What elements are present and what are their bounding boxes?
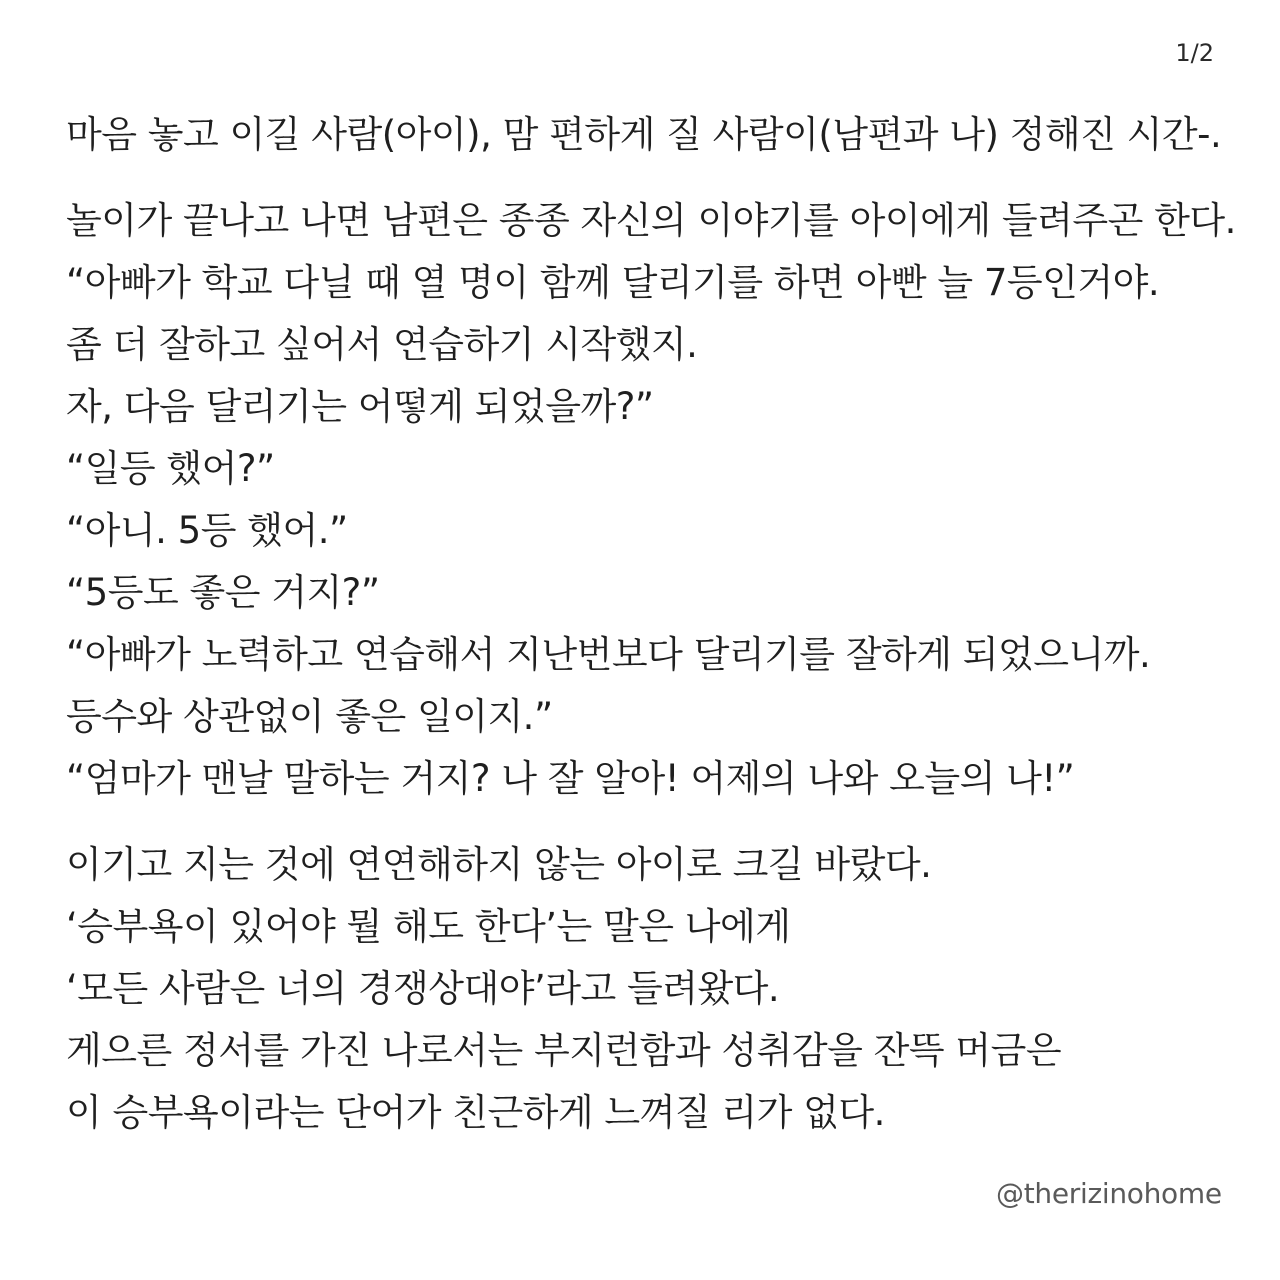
body-text — [66, 104, 1236, 1144]
text-line: “아빠가 노력하고 연습해서 지난번보다 달리기를 잘하게 되었으니까. — [66, 633, 1151, 676]
text-line: ‘모든 사람은 너의 경쟁상대야’라고 들려왔다. — [66, 967, 780, 1010]
text-line: 자, 다음 달리기는 어떻게 되었을까?” — [66, 385, 654, 428]
text-line: “엄마가 맨날 말하는 거지? 나 잘 알아! 어제의 나와 오늘의 나!” — [66, 757, 1075, 800]
text-line: ‘승부욕이 있어야 뭘 해도 한다’는 말은 나에게 — [66, 905, 791, 948]
text-line: 이 승부욕이라는 단어가 친근하게 느껴질 리가 없다. — [66, 1091, 885, 1134]
paragraph — [66, 104, 1226, 166]
text-line: 놀이가 끝나고 나면 남편은 종종 자신의 이야기를 아이에게 들려주곤 한다. — [66, 199, 1236, 242]
text-line: 이기고 지는 것에 연연해하지 않는 아이로 크길 바랐다. — [66, 843, 932, 886]
text-line: “아빠가 학교 다닐 때 열 명이 함께 달리기를 하면 아빤 늘 7등인거야. — [66, 261, 1160, 304]
paragraph-gap — [66, 166, 1226, 190]
text-line: “아니. 5등 했어.” — [66, 509, 348, 552]
text-line: 좀 더 잘하고 싶어서 연습하기 시작했지. — [66, 323, 698, 366]
paragraph — [66, 834, 1226, 1144]
text-line: 등수와 상관없이 좋은 일이지.” — [66, 695, 553, 738]
paragraph — [66, 190, 1236, 810]
text-line: 마음 놓고 이길 사람(아이), 맘 편하게 질 사람이(남편과 나) 정해진 시간-. — [66, 113, 1222, 156]
text-line: “5등도 좋은 거지?” — [66, 571, 380, 614]
page-number: 1/2 — [1175, 39, 1214, 67]
text-line: “일등 했어?” — [66, 447, 275, 490]
paragraph-gap — [66, 810, 1226, 834]
author-handle: @therizinohome — [996, 1177, 1222, 1210]
text-line: 게으른 정서를 가진 나로서는 부지런함과 성취감을 잔뜩 머금은 — [66, 1029, 1062, 1072]
